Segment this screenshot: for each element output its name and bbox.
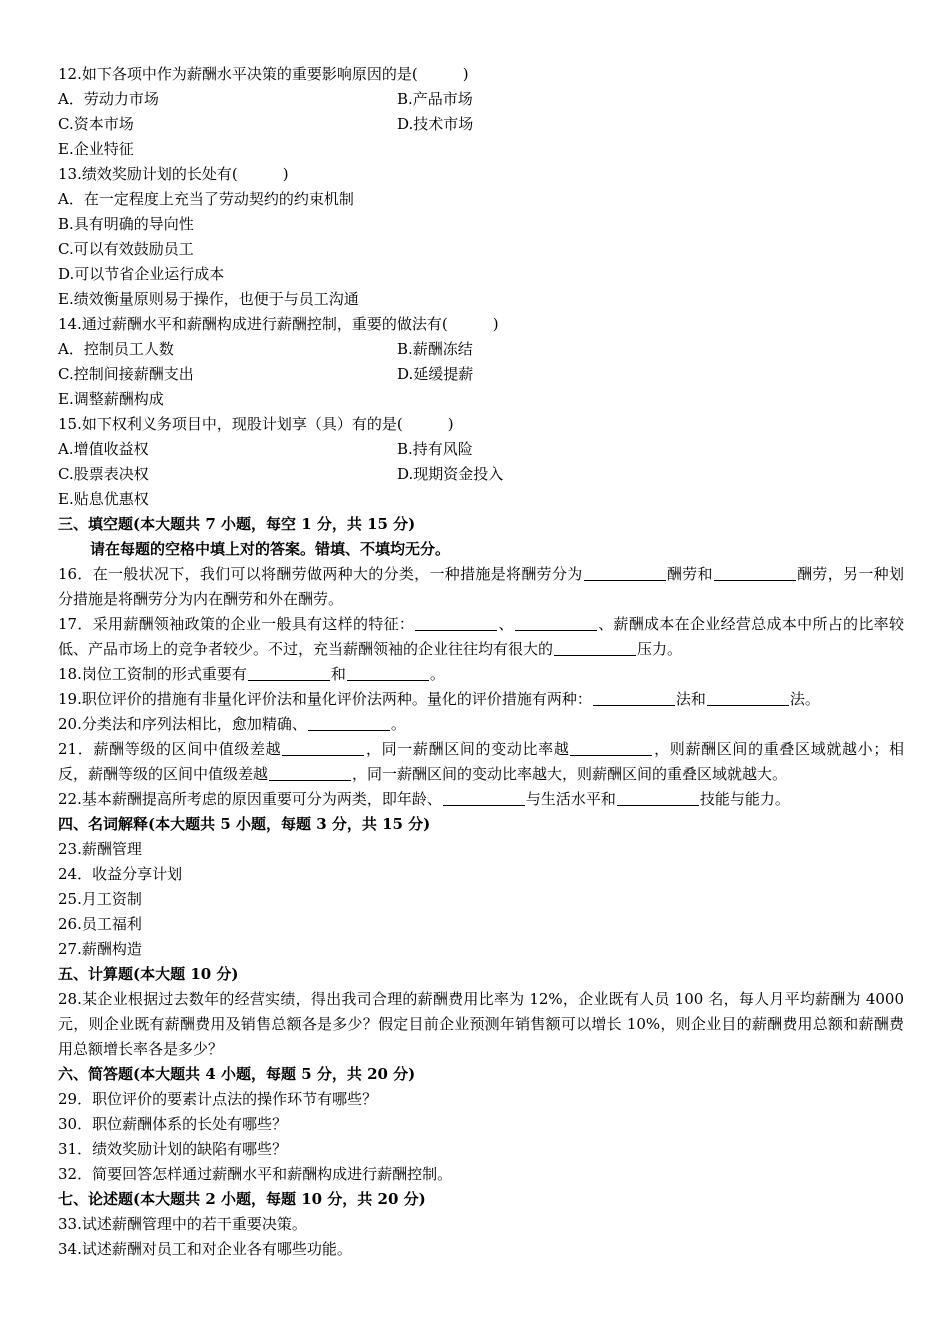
q19-text-3: 法。 [789,690,820,708]
q14-option-c: C.控制间接薪酬支出 [58,365,194,383]
q17-blank-2 [515,615,597,631]
q28: 28.某企业根据过去数年的经营实绩，得出我司合理的薪酬费用比率为 12%，企业既有人员 100 名，每人月平均薪酬为 4000 元，则企业既有薪酬费用及销售总额各是多少？假定目前企业预测年销售额可以增长 10%，则企业目的薪酬费用总额和薪酬费用总额增长率各是多少？ [58,990,904,1058]
q13-option-d: D.可以节省企业运行成本 [58,265,225,283]
q14-option-b: B.薪酬冻结 [397,340,473,358]
q15-option-d: D.现期资金投入 [397,465,504,483]
q13-option-c: C.可以有效鼓励员工 [58,240,194,258]
q22-text-1: 22.基本薪酬提高所考虑的原因重要可分为两类，即年龄、 [58,790,442,808]
q15-option-c: C.股票表决权 [58,465,149,483]
q18-text-3: 。 [429,665,445,683]
q19 [58,687,904,712]
q15-option-a: A.增值收益权 [58,440,149,458]
q14-option-d: D.延缓提薪 [397,365,474,383]
q34: 34.试述薪酬对员工和对企业各有哪些功能。 [58,1240,352,1258]
q12-option-a: A．劳动力市场 [58,90,159,108]
q20-text-2: 。 [390,715,406,733]
q21-blank-2 [570,740,652,756]
q22 [58,787,904,812]
q14-option-e: E.调整薪酬构成 [58,390,164,408]
q32: 32．简要回答怎样通过薪酬水平和薪酬构成进行薪酬控制。 [58,1165,453,1183]
q15-option-e: E.贴息优惠权 [58,490,149,508]
q17-text-3: 、薪酬成本在企业经营总成本中所占的比率较低、产品市场上的竞争者较少。不过，充当薪酬领袖的企业往往均有很大的 [58,615,904,658]
q17-blank-3 [554,640,636,656]
section-7-title: 七、论述题(本大题共 2 小题，每题 10 分，共 20 分) [58,1190,426,1208]
q14-options-cd [58,362,904,387]
q20-text-1: 20.分类法和序列法相比，愈加精确、 [58,715,307,733]
q12-option-c: C.资本市场 [58,115,134,133]
q21 [58,737,904,787]
q17-blank-1 [415,615,497,631]
q12-options-cd [58,112,904,137]
exam-page [58,62,904,1262]
q13-option-e: E.绩效衡量原则易于操作，也便于与员工沟通 [58,290,359,308]
q16 [58,562,904,612]
q24: 24．收益分享计划 [58,865,183,883]
q17 [58,612,904,662]
q20 [58,712,904,737]
q21-text-3: ，则薪酬区间的重叠区域就越小；相反，薪酬等级的区间中值级差越 [58,740,904,783]
q21-blank-1 [282,740,364,756]
q16-text-3: 酬劳，另一种划分措施是将酬劳分为内在酬劳和外在酬劳。 [58,565,904,608]
q12-options-ab [58,87,904,112]
q15-options-cd [58,462,904,487]
q14-stem: 14.通过薪酬水平和薪酬构成进行薪酬控制，重要的做法有( ) [58,315,499,333]
section-4-title: 四、名词解释(本大题共 5 小题，每题 3 分，共 15 分) [58,815,431,833]
q15-option-b: B.持有风险 [397,440,473,458]
q15-options-ab [58,437,904,462]
q12-option-e: E.企业特征 [58,140,134,158]
q27: 27.薪酬构造 [58,940,142,958]
q19-text-2: 法和 [675,690,706,708]
q13-option-a: A．在一定程度上充当了劳动契约的约束机制 [58,190,354,208]
q26: 26.员工福利 [58,915,142,933]
q16-text-2: 酬劳和 [666,565,713,583]
q17-text-1: 17．采用薪酬领袖政策的企业一般具有这样的特征： [58,615,415,633]
q21-text-4: ，同一薪酬区间的变动比率越大，则薪酬区间的重叠区域就越大。 [352,765,788,783]
section-3-instruction: 请在每题的空格中填上对的答案。错填、不填均无分。 [90,540,451,558]
q16-blank-2 [714,565,796,581]
q12-option-b: B.产品市场 [397,90,473,108]
q19-blank-2 [707,690,789,706]
q18-blank-1 [248,665,330,681]
q18-text-2: 和 [330,665,346,683]
q17-text-4: 压力。 [637,640,683,658]
q18 [58,662,904,687]
q14-options-ab [58,337,904,362]
q23: 23.薪酬管理 [58,840,142,858]
q29: 29．职位评价的要素计点法的操作环节有哪些？ [58,1090,378,1108]
section-3-title: 三、填空题(本大题共 7 小题，每空 1 分，共 15 分) [58,515,416,533]
q21-text-1: 21．薪酬等级的区间中值级差越 [58,740,282,758]
q21-blank-3 [269,765,351,781]
q19-blank-1 [593,690,675,706]
q25: 25.月工资制 [58,890,142,908]
q22-text-3: 技能与能力。 [699,790,790,808]
q22-text-2: 与生活水平和 [525,790,616,808]
q12-stem: 12.如下各项中作为薪酬水平决策的重要影响原因的是( ) [58,65,469,83]
q16-text-1: 16．在一般状况下，我们可以将酬劳做两种大的分类，一种措施是将酬劳分为 [58,565,583,583]
q33: 33.试述薪酬管理中的若干重要决策。 [58,1215,307,1233]
q20-blank-1 [308,715,390,731]
q13-stem: 13.绩效奖励计划的长处有( ) [58,165,289,183]
q19-text-1: 19.职位评价的措施有非量化评价法和量化评价法两种。量化的评价措施有两种： [58,690,592,708]
q31: 31．绩效奖励计划的缺陷有哪些？ [58,1140,288,1158]
q22-blank-1 [443,790,525,806]
q14-option-a: A．控制员工人数 [58,340,174,358]
q16-blank-1 [584,565,666,581]
q18-blank-2 [347,665,429,681]
q12-option-d: D.技术市场 [397,115,474,133]
q21-text-2: ，同一薪酬区间的变动比率越 [365,740,570,758]
section-6-title: 六、简答题(本大题共 4 小题，每题 5 分，共 20 分) [58,1065,416,1083]
q15-stem: 15.如下权利义务项目中，现股计划享（具）有的是( ) [58,415,454,433]
q17-text-2: 、 [498,615,514,633]
q30: 30．职位薪酬体系的长处有哪些？ [58,1115,288,1133]
q18-text-1: 18.岗位工资制的形式重要有 [58,665,247,683]
q13-option-b: B.具有明确的导向性 [58,215,194,233]
section-5-title: 五、计算题(本大题 10 分) [58,965,239,983]
q22-blank-2 [617,790,699,806]
